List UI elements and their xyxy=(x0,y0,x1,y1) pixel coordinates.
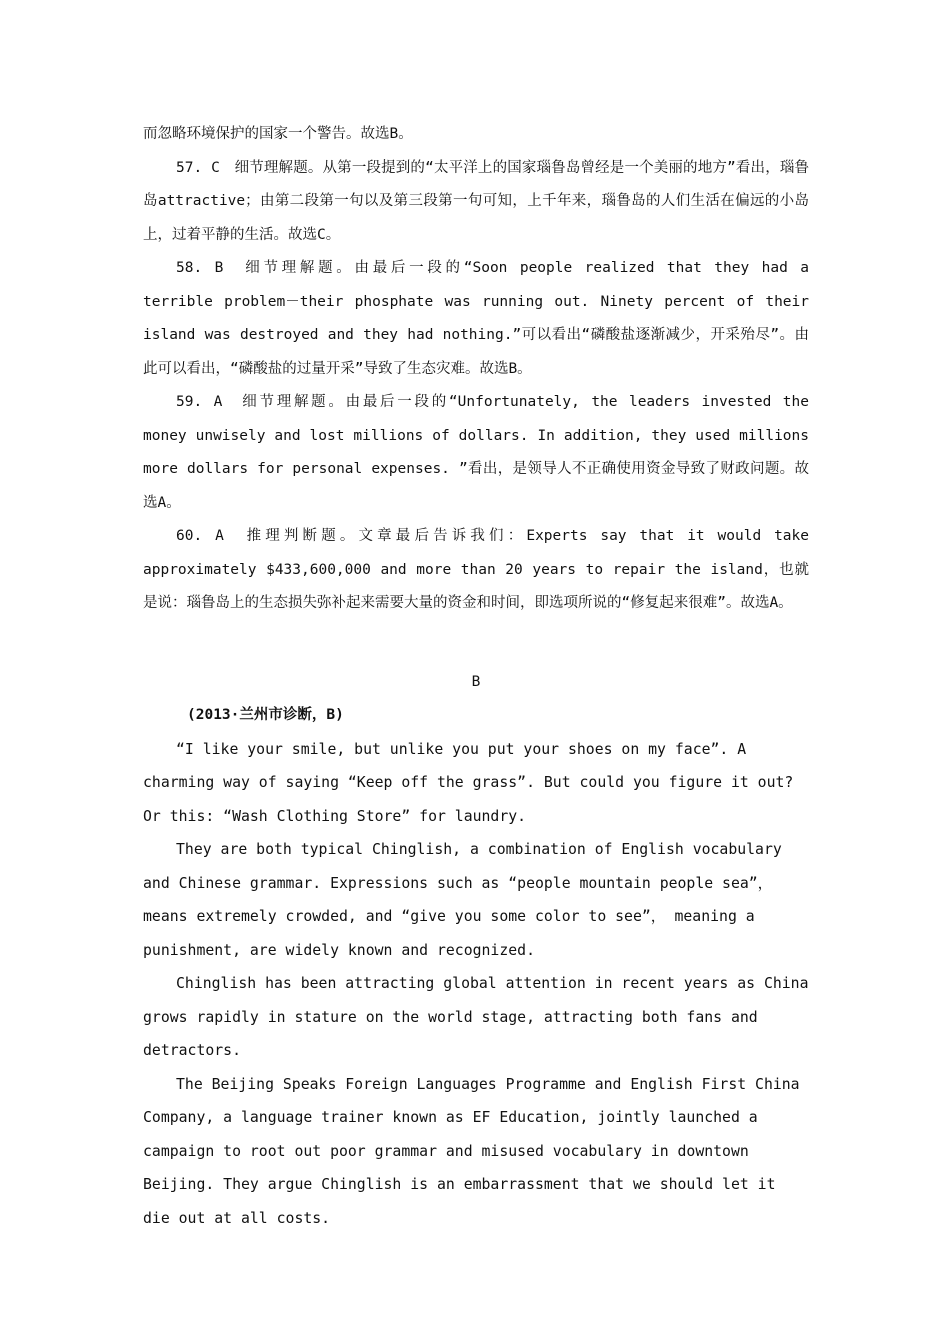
passage-paragraph-1: “I like your smile, but unlike you put your shoes on my face”. A charming way of saying “Keep off the grass”. But could you figure it out? Or this: “Wash Clothing Store” for laundry. xyxy=(143,740,794,825)
passage-source: (2013·兰州市诊断，B) xyxy=(187,707,344,723)
passage-paragraph-2: They are both typical Chinglish, a combination of English vocabulary and Chinese grammar. Expressions such as “people mountain people sea”， means extremely crowded, and “give you some color to see”， meaning a punishment, are widely known and recognized. xyxy=(143,841,782,959)
section-heading: B xyxy=(471,673,481,690)
passage-paragraph-3: Chinglish has been attracting global attention in recent years as China grows rapidly in stature on the world stage, attracting both fans and detractors. xyxy=(143,975,809,1059)
document-page xyxy=(143,118,809,1235)
passage-paragraph-4: The Beijing Speaks Foreign Languages Programme and English First China Company, a language trainer known as EF Education, jointly launched a campaign to root out poor grammar and misused vocabulary in downtown Beijing. They argue Chinglish is an embarrassment that we should let it die out at all costs. xyxy=(143,1075,800,1227)
answer-59: 59. A 细节理解题。由最后一段的“Unfortunately, the leaders invested the money unwisely and lost millions of dollars. In addition, they used millions more dollars for personal expenses. ”看出，是领导人不正确使用资金导致了财政问题。故选A。 xyxy=(143,394,809,511)
answer-57: 57. C 细节理解题。从第一段提到的“太平洋上的国家瑙鲁岛曾经是一个美丽的地方”看出，瑙鲁岛attractive；由第二段第一句以及第三段第一句可知，上千年来，瑙鲁岛的人们生活在偏远的小岛上，过着平静的生活。故选C。 xyxy=(143,159,809,243)
answer-60: 60. A 推理判断题。文章最后告诉我们：Experts say that it would take approximately $433,600,000 and more than 20 years to repair the island，也就是说：瑙鲁岛上的生态损失弥补起来需要大量的资金和时间，即选项所说的“修复起来很难”。故选A。 xyxy=(143,528,809,611)
answer-58: 58. B 细节理解题。由最后一段的“Soon people realized that they had a terrible problem－their phosphate was running out. Ninety percent of their island was destroyed and they had nothing.”可以看出“磷酸盐逐渐减少，开采殆尽”。由此可以看出，“磷酸盐的过量开采”导致了生态灾难。故选B。 xyxy=(143,260,809,377)
answer-line-1: 而忽略环境保护的国家一个警告。故选B。 xyxy=(143,126,413,142)
spacer xyxy=(143,621,809,654)
